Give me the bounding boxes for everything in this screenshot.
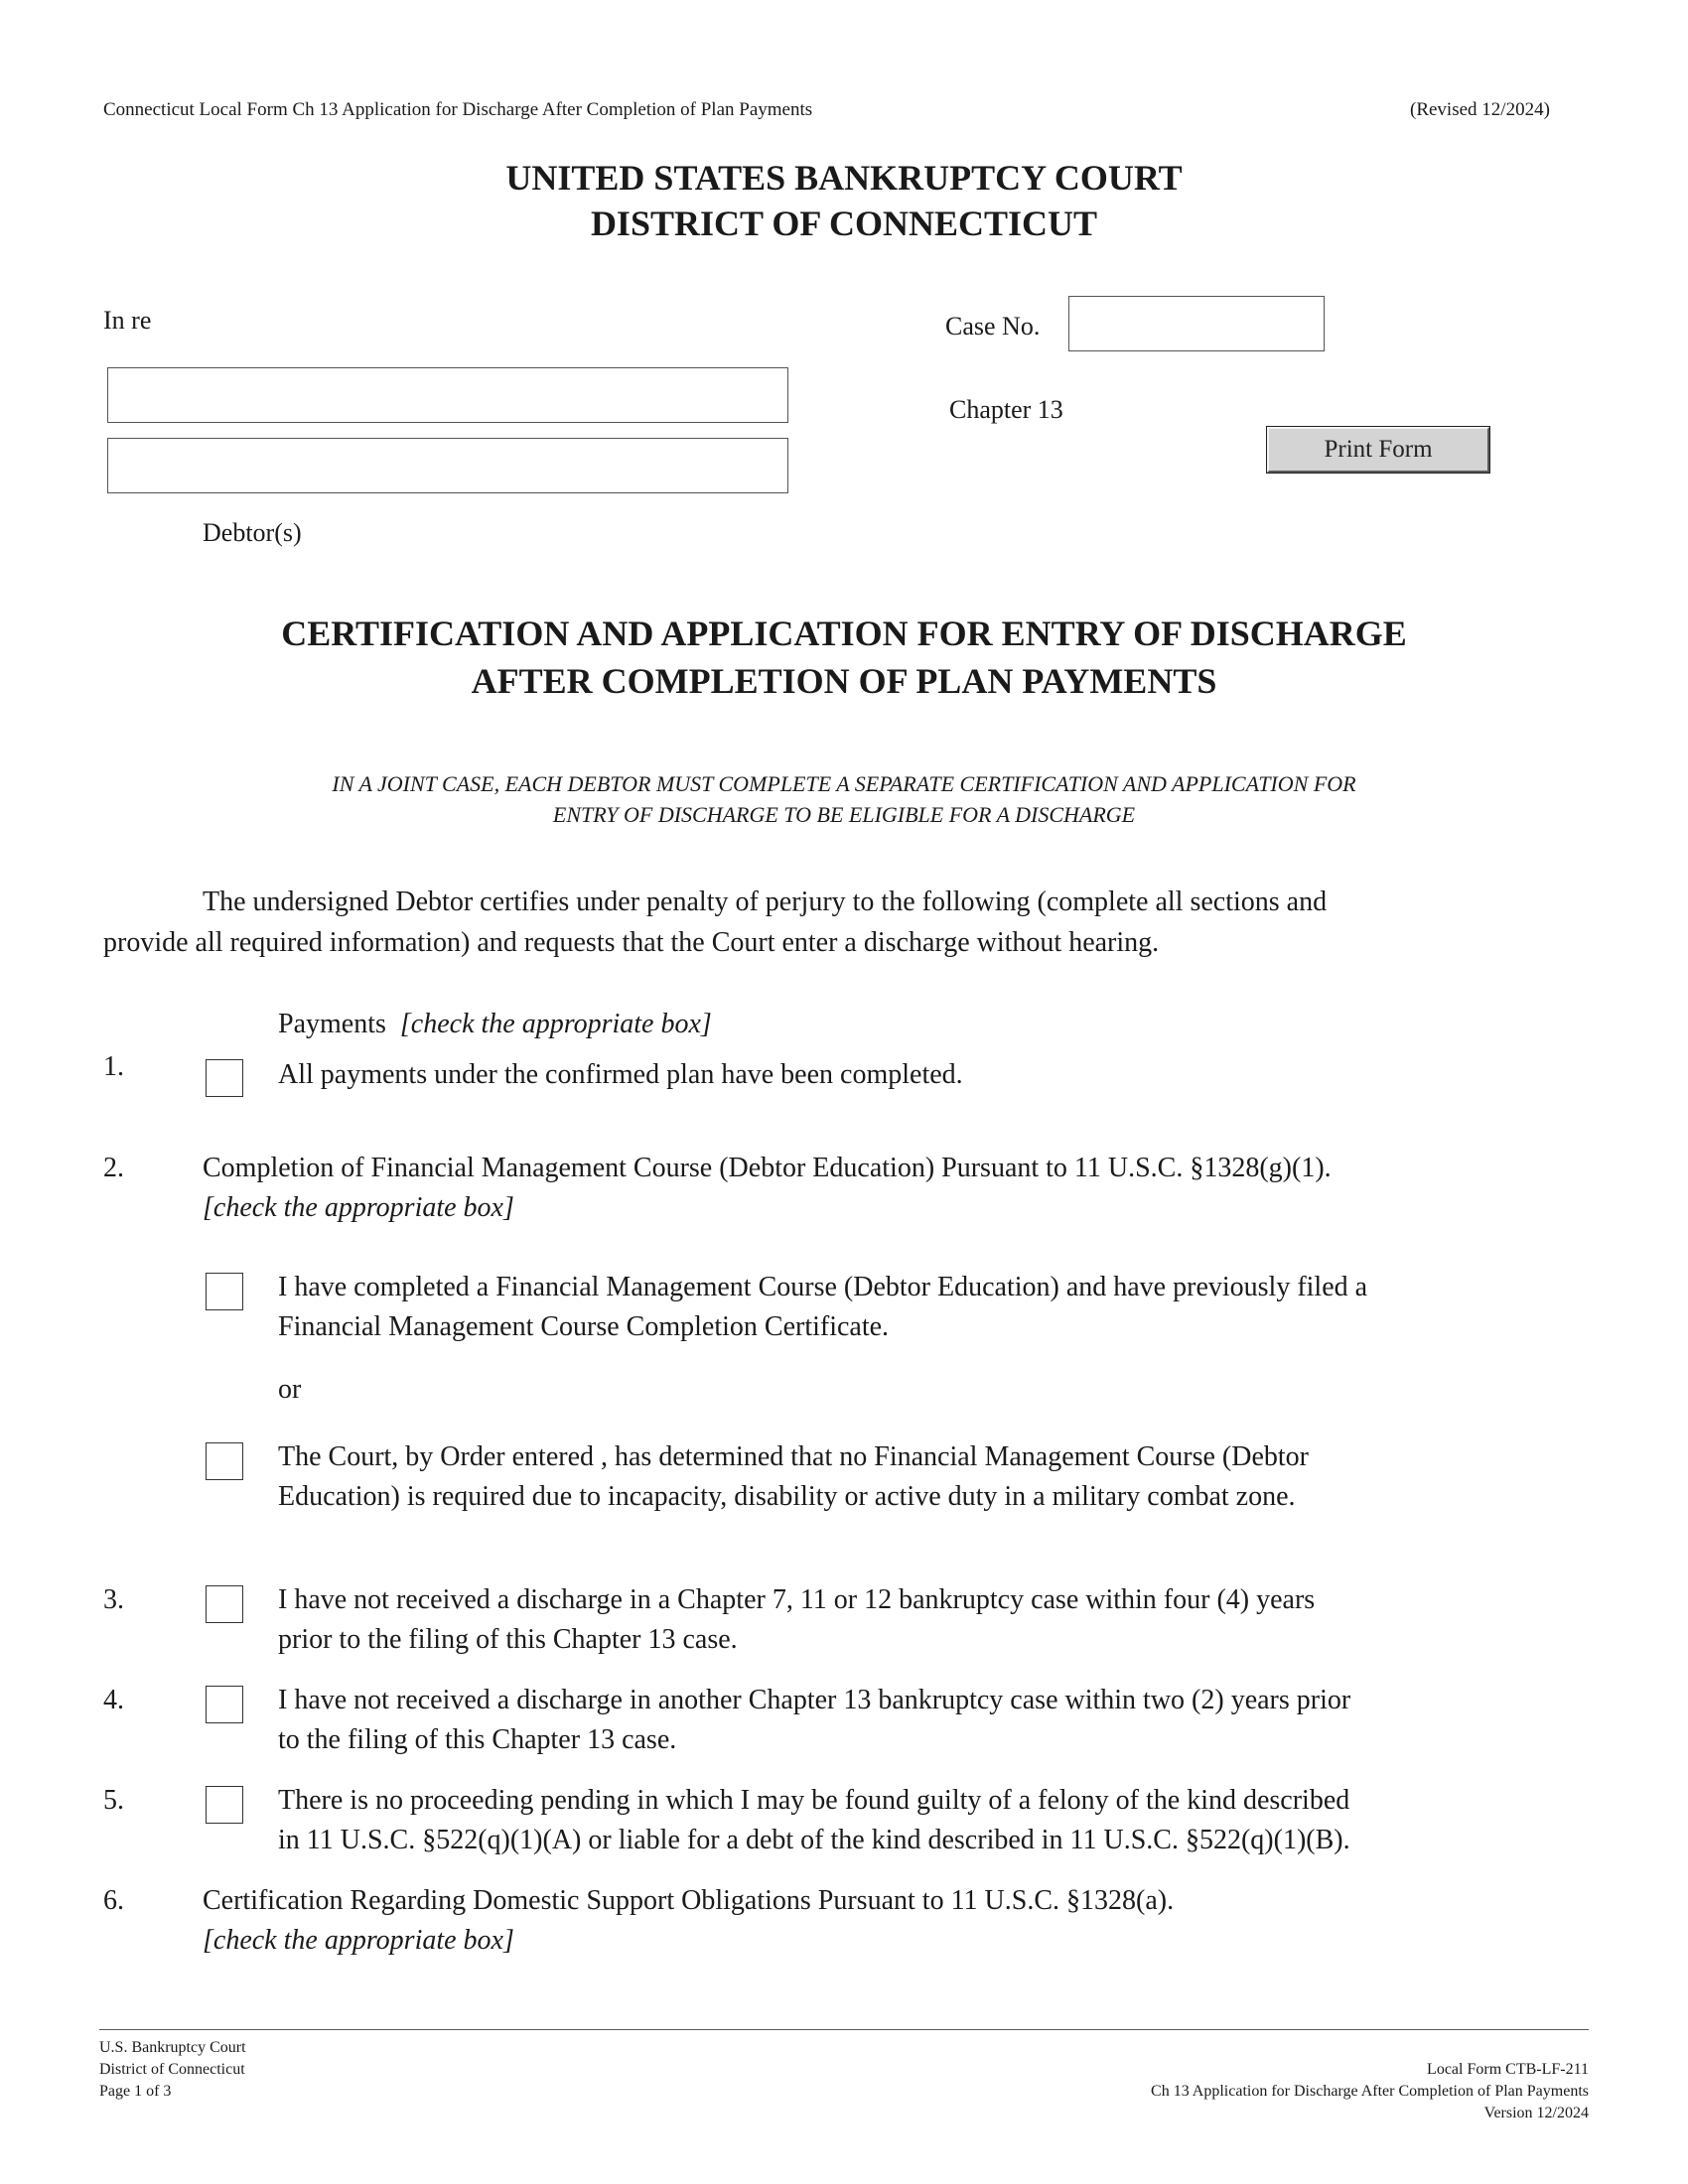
form-header-name: Connecticut Local Form Ch 13 Application for Discharge After Completion of Plan Payments <box>103 99 813 120</box>
chapter-label: Chapter 13 <box>949 395 1063 424</box>
item-2-number: 2. <box>103 1153 124 1183</box>
item-2-option-a-text <box>278 1268 1367 1347</box>
item-5-checkbox[interactable] <box>206 1786 243 1824</box>
item-1-checkbox[interactable] <box>206 1059 243 1097</box>
footer-form-number: Local Form CTB-LF-211 <box>1427 2061 1589 2078</box>
intro-paragraph <box>103 882 1593 963</box>
item-3-line-1: I have not received a discharge in a Chapter 7, 11 or 12 bankruptcy case within four (4) years <box>278 1584 1316 1615</box>
intro-line-1: The undersigned Debtor certifies under penalty of perjury to the following (complete all sections and <box>203 887 1328 917</box>
item-5-line-1: There is no proceeding pending in which I may be found guilty of a felony of the kind described <box>278 1785 1350 1816</box>
item-1-instruction: [check the appropriate box] <box>399 1009 712 1039</box>
item-4-number: 4. <box>103 1685 124 1715</box>
footer-district: District of Connecticut <box>99 2061 245 2078</box>
item-3-line-2: prior to the filing of this Chapter 13 case. <box>278 1624 738 1655</box>
item-5-number: 5. <box>103 1785 124 1816</box>
notice-line-1: IN A JOINT CASE, EACH DEBTOR MUST COMPLETE A SEPARATE CERTIFICATION AND APPLICATION FOR <box>332 771 1356 796</box>
item-2-instruction: [check the appropriate box] <box>203 1192 514 1223</box>
title-line-2: AFTER COMPLETION OF PLAN PAYMENTS <box>471 661 1217 701</box>
title-line-1: CERTIFICATION AND APPLICATION FOR ENTRY OF DISCHARGE <box>281 614 1407 653</box>
item-2-option-a-line-2: Financial Management Course Completion Certificate. <box>278 1311 890 1342</box>
item-2-option-b-checkbox[interactable] <box>206 1442 243 1480</box>
case-no-label: Case No. <box>945 312 1041 341</box>
item-4-text <box>278 1681 1350 1760</box>
document-title <box>0 610 1688 705</box>
item-6-number: 6. <box>103 1885 124 1916</box>
in-re-label: In re <box>103 306 152 335</box>
item-4-checkbox[interactable] <box>206 1686 243 1723</box>
item-2-option-a-checkbox[interactable] <box>206 1273 243 1310</box>
debtor-name-field-2[interactable] <box>107 438 788 493</box>
item-2-option-b-line-2: Education) is required due to incapacity, disability or active duty in a military combat zone. <box>278 1481 1296 1512</box>
footer-court: U.S. Bankruptcy Court <box>99 2039 246 2056</box>
footer-divider <box>99 2029 1589 2030</box>
intro-line-2: provide all required information) and requests that the Court enter a discharge without hearing. <box>103 927 1160 958</box>
item-6-instruction: [check the appropriate box] <box>203 1925 514 1956</box>
item-3-number: 3. <box>103 1584 124 1615</box>
item-4-line-1: I have not received a discharge in another Chapter 13 bankruptcy case within two (2) years prior <box>278 1685 1351 1715</box>
debtors-label: Debtor(s) <box>203 518 302 547</box>
item-1-heading <box>278 1005 712 1044</box>
item-4-line-2: to the filing of this Chapter 13 case. <box>278 1724 677 1755</box>
item-1-heading-text: Payments <box>278 1009 386 1039</box>
item-2-heading-text: Completion of Financial Management Course (Debtor Education) Pursuant to 11 U.S.C. §1328(g)(1). <box>203 1153 1332 1183</box>
item-1-number: 1. <box>103 1051 124 1082</box>
debtor-name-field-1[interactable] <box>107 367 788 423</box>
item-3-text <box>278 1580 1315 1660</box>
case-number-field[interactable] <box>1068 296 1325 351</box>
footer-form-title: Ch 13 Application for Discharge After Completion of Plan Payments <box>1151 2083 1589 2100</box>
item-1-option-text: All payments under the confirmed plan have been completed. <box>278 1059 963 1090</box>
court-name: UNITED STATES BANKRUPTCY COURT <box>505 158 1183 198</box>
footer-right <box>1151 2059 1589 2124</box>
footer-version: Version 12/2024 <box>1483 2105 1589 2121</box>
court-heading <box>0 155 1688 246</box>
print-form-button[interactable]: Print Form <box>1267 427 1489 473</box>
joint-case-notice <box>0 768 1688 830</box>
form-revision-date: (Revised 12/2024) <box>1410 99 1550 120</box>
item-2-option-b-text <box>278 1437 1309 1517</box>
item-5-line-2: in 11 U.S.C. §522(q)(1)(A) or liable for a debt of the kind described in 11 U.S.C. §522(q)(1)(B). <box>278 1825 1350 1855</box>
notice-line-2: ENTRY OF DISCHARGE TO BE ELIGIBLE FOR A DISCHARGE <box>552 802 1136 827</box>
item-3-checkbox[interactable] <box>206 1585 243 1623</box>
footer-page-number: Page 1 of 3 <box>99 2083 172 2100</box>
item-2-heading <box>203 1149 1332 1228</box>
item-6-heading <box>203 1881 1174 1961</box>
item-2-option-a-line-1: I have completed a Financial Management Course (Debtor Education) and have previously filed a <box>278 1272 1368 1302</box>
item-5-text <box>278 1781 1350 1860</box>
item-6-heading-text: Certification Regarding Domestic Support Obligations Pursuant to 11 U.S.C. §1328(a). <box>203 1885 1175 1916</box>
footer-left <box>99 2037 246 2103</box>
item-2-or-label: or <box>278 1374 302 1405</box>
item-2-option-b-line-1: The Court, by Order entered , has determined that no Financial Management Course (Debtor <box>278 1441 1310 1472</box>
court-district: DISTRICT OF CONNECTICUT <box>590 204 1098 243</box>
